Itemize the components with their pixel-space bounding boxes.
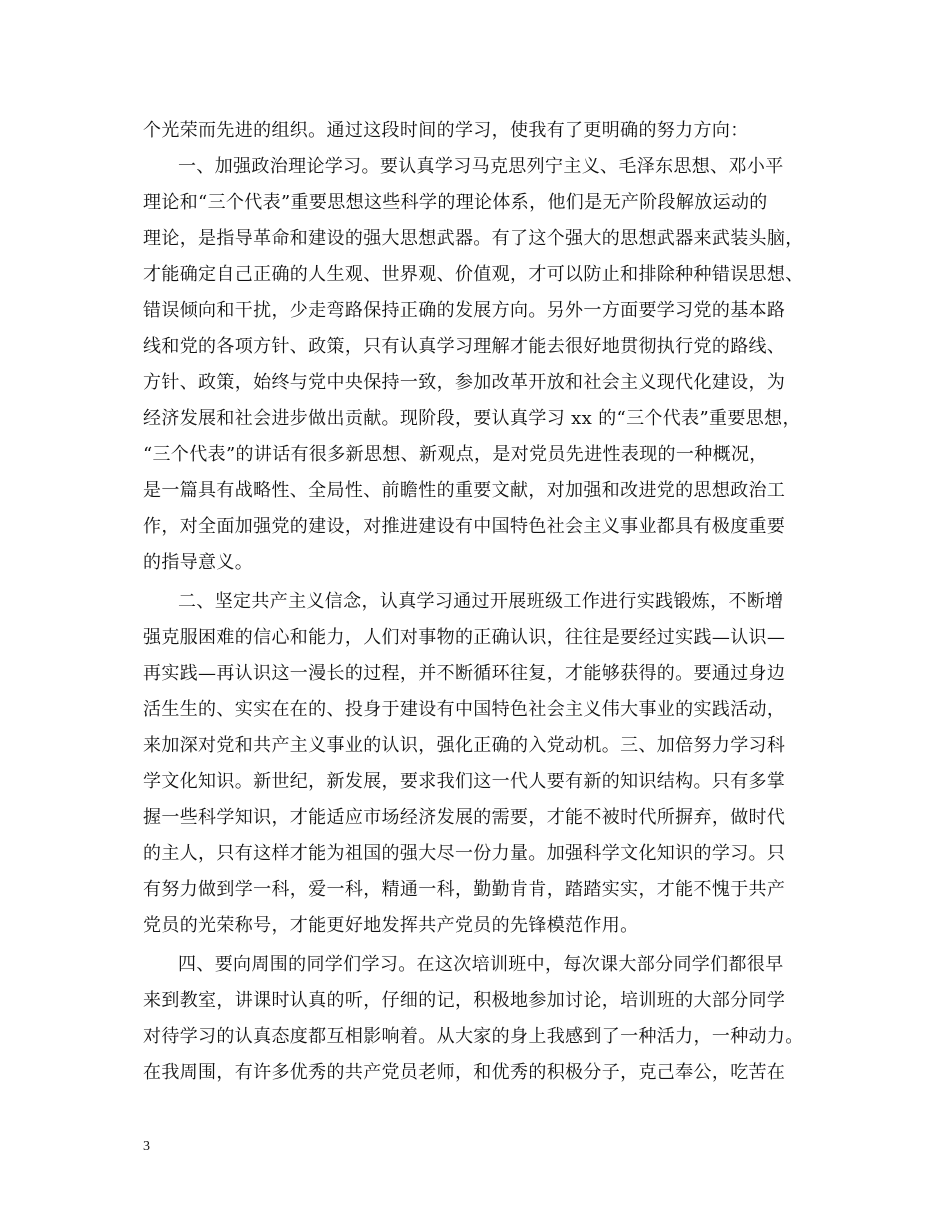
text-line: 活生生的、实实在在的、投身于建设有中国特色社会主义伟大事业的实践活动， bbox=[143, 699, 786, 720]
text-line: 的主人，只有这样才能为祖国的强大尽一份力量。加强科学文化知识的学习。只 bbox=[143, 843, 786, 864]
text-line: 理论，是指导革命和建设的强大思想武器。有了这个强大的思想武器来武装头脑， bbox=[143, 228, 804, 249]
text-line: 才能确定自己正确的人生观、世界观、价值观，才可以防止和排除种种错误思想、 bbox=[143, 264, 804, 285]
text-line: 学文化知识。新世纪，新发展，要求我们这一代人要有新的知识结构。只有多掌 bbox=[143, 771, 786, 792]
text-line: 线和党的各项方针、政策，只有认真学习理解才能去很好地贯彻执行党的路线、 bbox=[143, 336, 786, 357]
text-line: 强克服困难的信心和能力，人们对事物的正确认识，往往是要经过实践—认识— bbox=[143, 627, 786, 648]
paragraph-1-start: 一、加强政治理论学习。要认真学习马克思列宁主义、毛泽东思想、邓小平 bbox=[178, 156, 784, 177]
text-line: 的指导意义。 bbox=[143, 552, 254, 573]
text-line: 党员的光荣称号，才能更好地发挥共产党员的先锋模范作用。 bbox=[143, 915, 639, 936]
text-line: 理论和“三个代表”重要思想这些科学的理论体系，他们是无产阶段解放运动的 bbox=[143, 192, 768, 213]
text-line: 在我周围，有许多优秀的共产党员老师，和优秀的积极分子，克己奉公，吃苦在 bbox=[143, 1062, 786, 1083]
text-line: 来加深对党和共产主义事业的认识，强化正确的入党动机。三、加倍努力学习科 bbox=[143, 735, 786, 756]
text-line: 是一篇具有战略性、全局性、前瞻性的重要文献，对加强和改进党的思想政治工 bbox=[143, 480, 786, 501]
text-line: 错误倾向和干扰，少走弯路保持正确的发展方向。另外一方面要学习党的基本路 bbox=[143, 300, 786, 321]
text-line: 个光荣而先进的组织。通过这段时间的学习，使我有了更明确的努力方向： bbox=[143, 120, 749, 141]
text-line: 经济发展和社会进步做出贡献。现阶段，要认真学习 xx 的“三个代表”重要思想， bbox=[143, 408, 801, 429]
text-line: 作，对全面加强党的建设，对推进建设有中国特色社会主义事业都具有极度重要 bbox=[143, 516, 786, 537]
text-line: 握一些科学知识，才能适应市场经济发展的需要，才能不被时代所摒弃，做时代 bbox=[143, 807, 786, 828]
text-line: 方针、政策，始终与党中央保持一致，参加改革开放和社会主义现代化建设，为 bbox=[143, 372, 786, 393]
paragraph-3-start: 四、要向周围的同学们学习。在这次培训班中，每次课大部分同学们都很早 bbox=[178, 954, 784, 975]
text-line: 有努力做到学一科，爱一科，精通一科，勤勤肯肯，踏踏实实，才能不愧于共产 bbox=[143, 879, 786, 900]
text-line: 来到教室，讲课时认真的听，仔细的记，积极地参加讨论，培训班的大部分同学 bbox=[143, 990, 786, 1011]
text-line: 再实践—再认识这一漫长的过程，并不断循环往复，才能够获得的。要通过身边 bbox=[143, 663, 786, 684]
paragraph-2-start: 二、坚定共产主义信念，认真学习通过开展班级工作进行实践锻炼，不断增 bbox=[178, 591, 784, 612]
text-line: “三个代表”的讲话有很多新思想、新观点，是对党员先进性表现的一种概况， bbox=[143, 444, 768, 465]
text-line: 对待学习的认真态度都互相影响着。从大家的身上我感到了一种活力，一种动力。 bbox=[143, 1026, 804, 1047]
page-number: 3 bbox=[143, 1139, 150, 1154]
